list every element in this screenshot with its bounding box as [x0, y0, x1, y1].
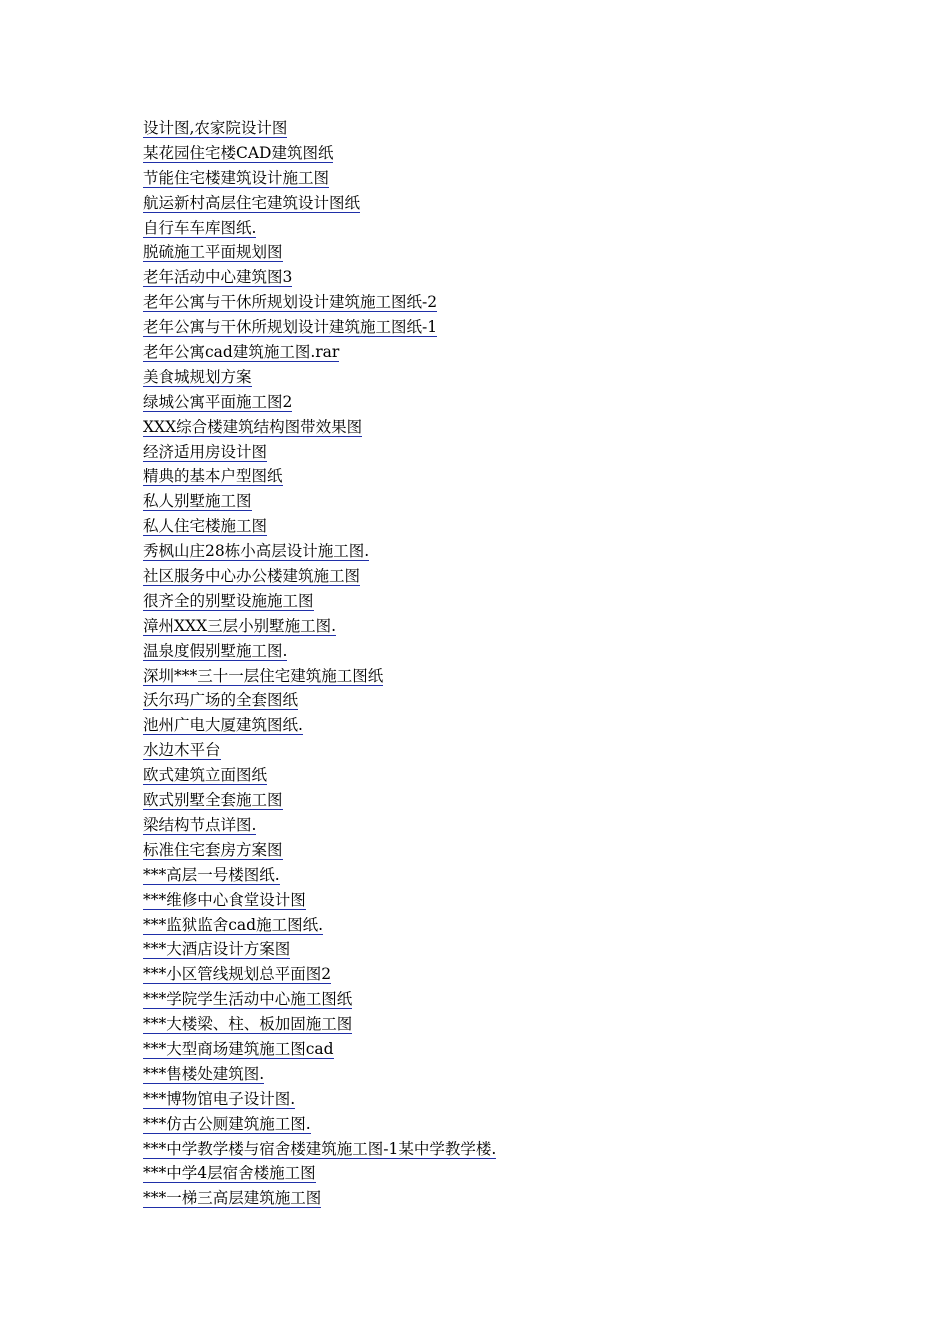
list-item [143, 340, 496, 365]
list-item [143, 166, 496, 191]
drawing-link[interactable]: 很齐全的别墅设施施工图 [143, 591, 314, 610]
list-item [143, 240, 496, 265]
drawing-link[interactable]: ***大酒店设计方案图 [143, 940, 291, 959]
list-item [143, 863, 496, 888]
drawing-link[interactable]: 老年公寓cad建筑施工图.rar [143, 343, 340, 362]
list-item [143, 265, 496, 290]
drawing-link[interactable]: ***高层一号楼图纸. [143, 865, 280, 884]
list-item [143, 788, 496, 813]
list-item [143, 589, 496, 614]
drawing-link[interactable]: ***博物馆电子设计图. [143, 1089, 296, 1108]
list-item [143, 539, 496, 564]
list-item [143, 1137, 496, 1162]
list-item [143, 913, 496, 938]
list-item [143, 514, 496, 539]
list-item [143, 564, 496, 589]
list-item [143, 639, 496, 664]
drawing-link[interactable]: 自行车车库图纸. [143, 218, 257, 237]
list-item [143, 315, 496, 340]
list-item [143, 614, 496, 639]
list-item [143, 415, 496, 440]
drawing-link[interactable]: 精典的基本户型图纸 [143, 467, 283, 486]
drawing-link[interactable]: ***大型商场建筑施工图cad [143, 1039, 334, 1058]
list-item [143, 116, 496, 141]
drawing-link[interactable]: 私人住宅楼施工图 [143, 517, 268, 536]
drawing-link[interactable]: ***大楼梁、柱、板加固施工图 [143, 1015, 353, 1034]
drawing-link[interactable]: ***仿古公厕建筑施工图. [143, 1114, 311, 1133]
drawing-link[interactable]: 老年公寓与干休所规划设计建筑施工图纸-1 [143, 318, 438, 337]
list-item [143, 664, 496, 689]
drawing-link[interactable]: ***小区管线规划总平面图2 [143, 965, 332, 984]
drawing-link[interactable]: 漳州XXX三层小别墅施工图. [143, 616, 337, 635]
list-item [143, 713, 496, 738]
drawing-link[interactable]: ***中学4层宿舍楼施工图 [143, 1164, 316, 1183]
list-item [143, 191, 496, 216]
drawing-link[interactable]: 经济适用房设计图 [143, 442, 268, 461]
list-item [143, 1087, 496, 1112]
list-item [143, 888, 496, 913]
list-item [143, 290, 496, 315]
drawing-link[interactable]: 水边木平台 [143, 741, 221, 760]
drawing-link[interactable]: ***售楼处建筑图. [143, 1064, 265, 1083]
list-item [143, 738, 496, 763]
list-item [143, 838, 496, 863]
list-item [143, 688, 496, 713]
drawing-link[interactable]: 某花园住宅楼CAD建筑图纸 [143, 143, 334, 162]
drawing-link[interactable]: 老年公寓与干休所规划设计建筑施工图纸-2 [143, 293, 438, 312]
list-item [143, 962, 496, 987]
list-item [143, 1012, 496, 1037]
list-item [143, 1062, 496, 1087]
drawing-link[interactable]: 沃尔玛广场的全套图纸 [143, 691, 299, 710]
drawing-link[interactable]: XXX综合楼建筑结构图带效果图 [143, 417, 363, 436]
list-item [143, 1186, 496, 1211]
drawing-link[interactable]: 绿城公寓平面施工图2 [143, 392, 293, 411]
list-item [143, 763, 496, 788]
drawing-link[interactable]: 社区服务中心办公楼建筑施工图 [143, 567, 361, 586]
drawing-link[interactable]: ***学院学生活动中心施工图纸 [143, 990, 353, 1009]
drawing-link[interactable]: ***监狱监舍cad施工图纸. [143, 915, 324, 934]
list-item [143, 390, 496, 415]
drawing-link[interactable]: 欧式别墅全套施工图 [143, 791, 283, 810]
list-item [143, 813, 496, 838]
drawing-link[interactable]: 脱硫施工平面规划图 [143, 243, 283, 262]
drawing-link-list [143, 116, 496, 1211]
drawing-link[interactable]: 梁结构节点详图. [143, 815, 257, 834]
list-item [143, 1037, 496, 1062]
drawing-link[interactable]: 老年活动中心建筑图3 [143, 268, 293, 287]
drawing-link[interactable]: 秀枫山庄28栋小高层设计施工图. [143, 542, 370, 561]
drawing-link[interactable]: 深圳***三十一层住宅建筑施工图纸 [143, 666, 384, 685]
list-item [143, 216, 496, 241]
list-item [143, 489, 496, 514]
list-item [143, 987, 496, 1012]
list-item [143, 440, 496, 465]
drawing-link[interactable]: 节能住宅楼建筑设计施工图 [143, 168, 330, 187]
drawing-link[interactable]: 航运新村高层住宅建筑设计图纸 [143, 193, 361, 212]
list-item [143, 937, 496, 962]
drawing-link[interactable]: 标准住宅套房方案图 [143, 840, 283, 859]
drawing-link[interactable]: 欧式建筑立面图纸 [143, 766, 268, 785]
list-item [143, 464, 496, 489]
drawing-link[interactable]: 设计图,农家院设计图 [143, 119, 288, 137]
drawing-link[interactable]: ***一梯三高层建筑施工图 [143, 1189, 322, 1208]
drawing-link[interactable]: 池州广电大厦建筑图纸. [143, 716, 303, 735]
drawing-link[interactable]: 温泉度假别墅施工图. [143, 641, 288, 660]
drawing-link[interactable]: 美食城规划方案 [143, 367, 252, 386]
drawing-link[interactable]: ***维修中心食堂设计图 [143, 890, 306, 909]
list-item [143, 365, 496, 390]
list-item [143, 1112, 496, 1137]
drawing-link[interactable]: ***中学教学楼与宿舍楼建筑施工图-1某中学教学楼. [143, 1139, 497, 1158]
list-item [143, 1161, 496, 1186]
drawing-link[interactable]: 私人别墅施工图 [143, 492, 252, 511]
list-item [143, 141, 496, 166]
